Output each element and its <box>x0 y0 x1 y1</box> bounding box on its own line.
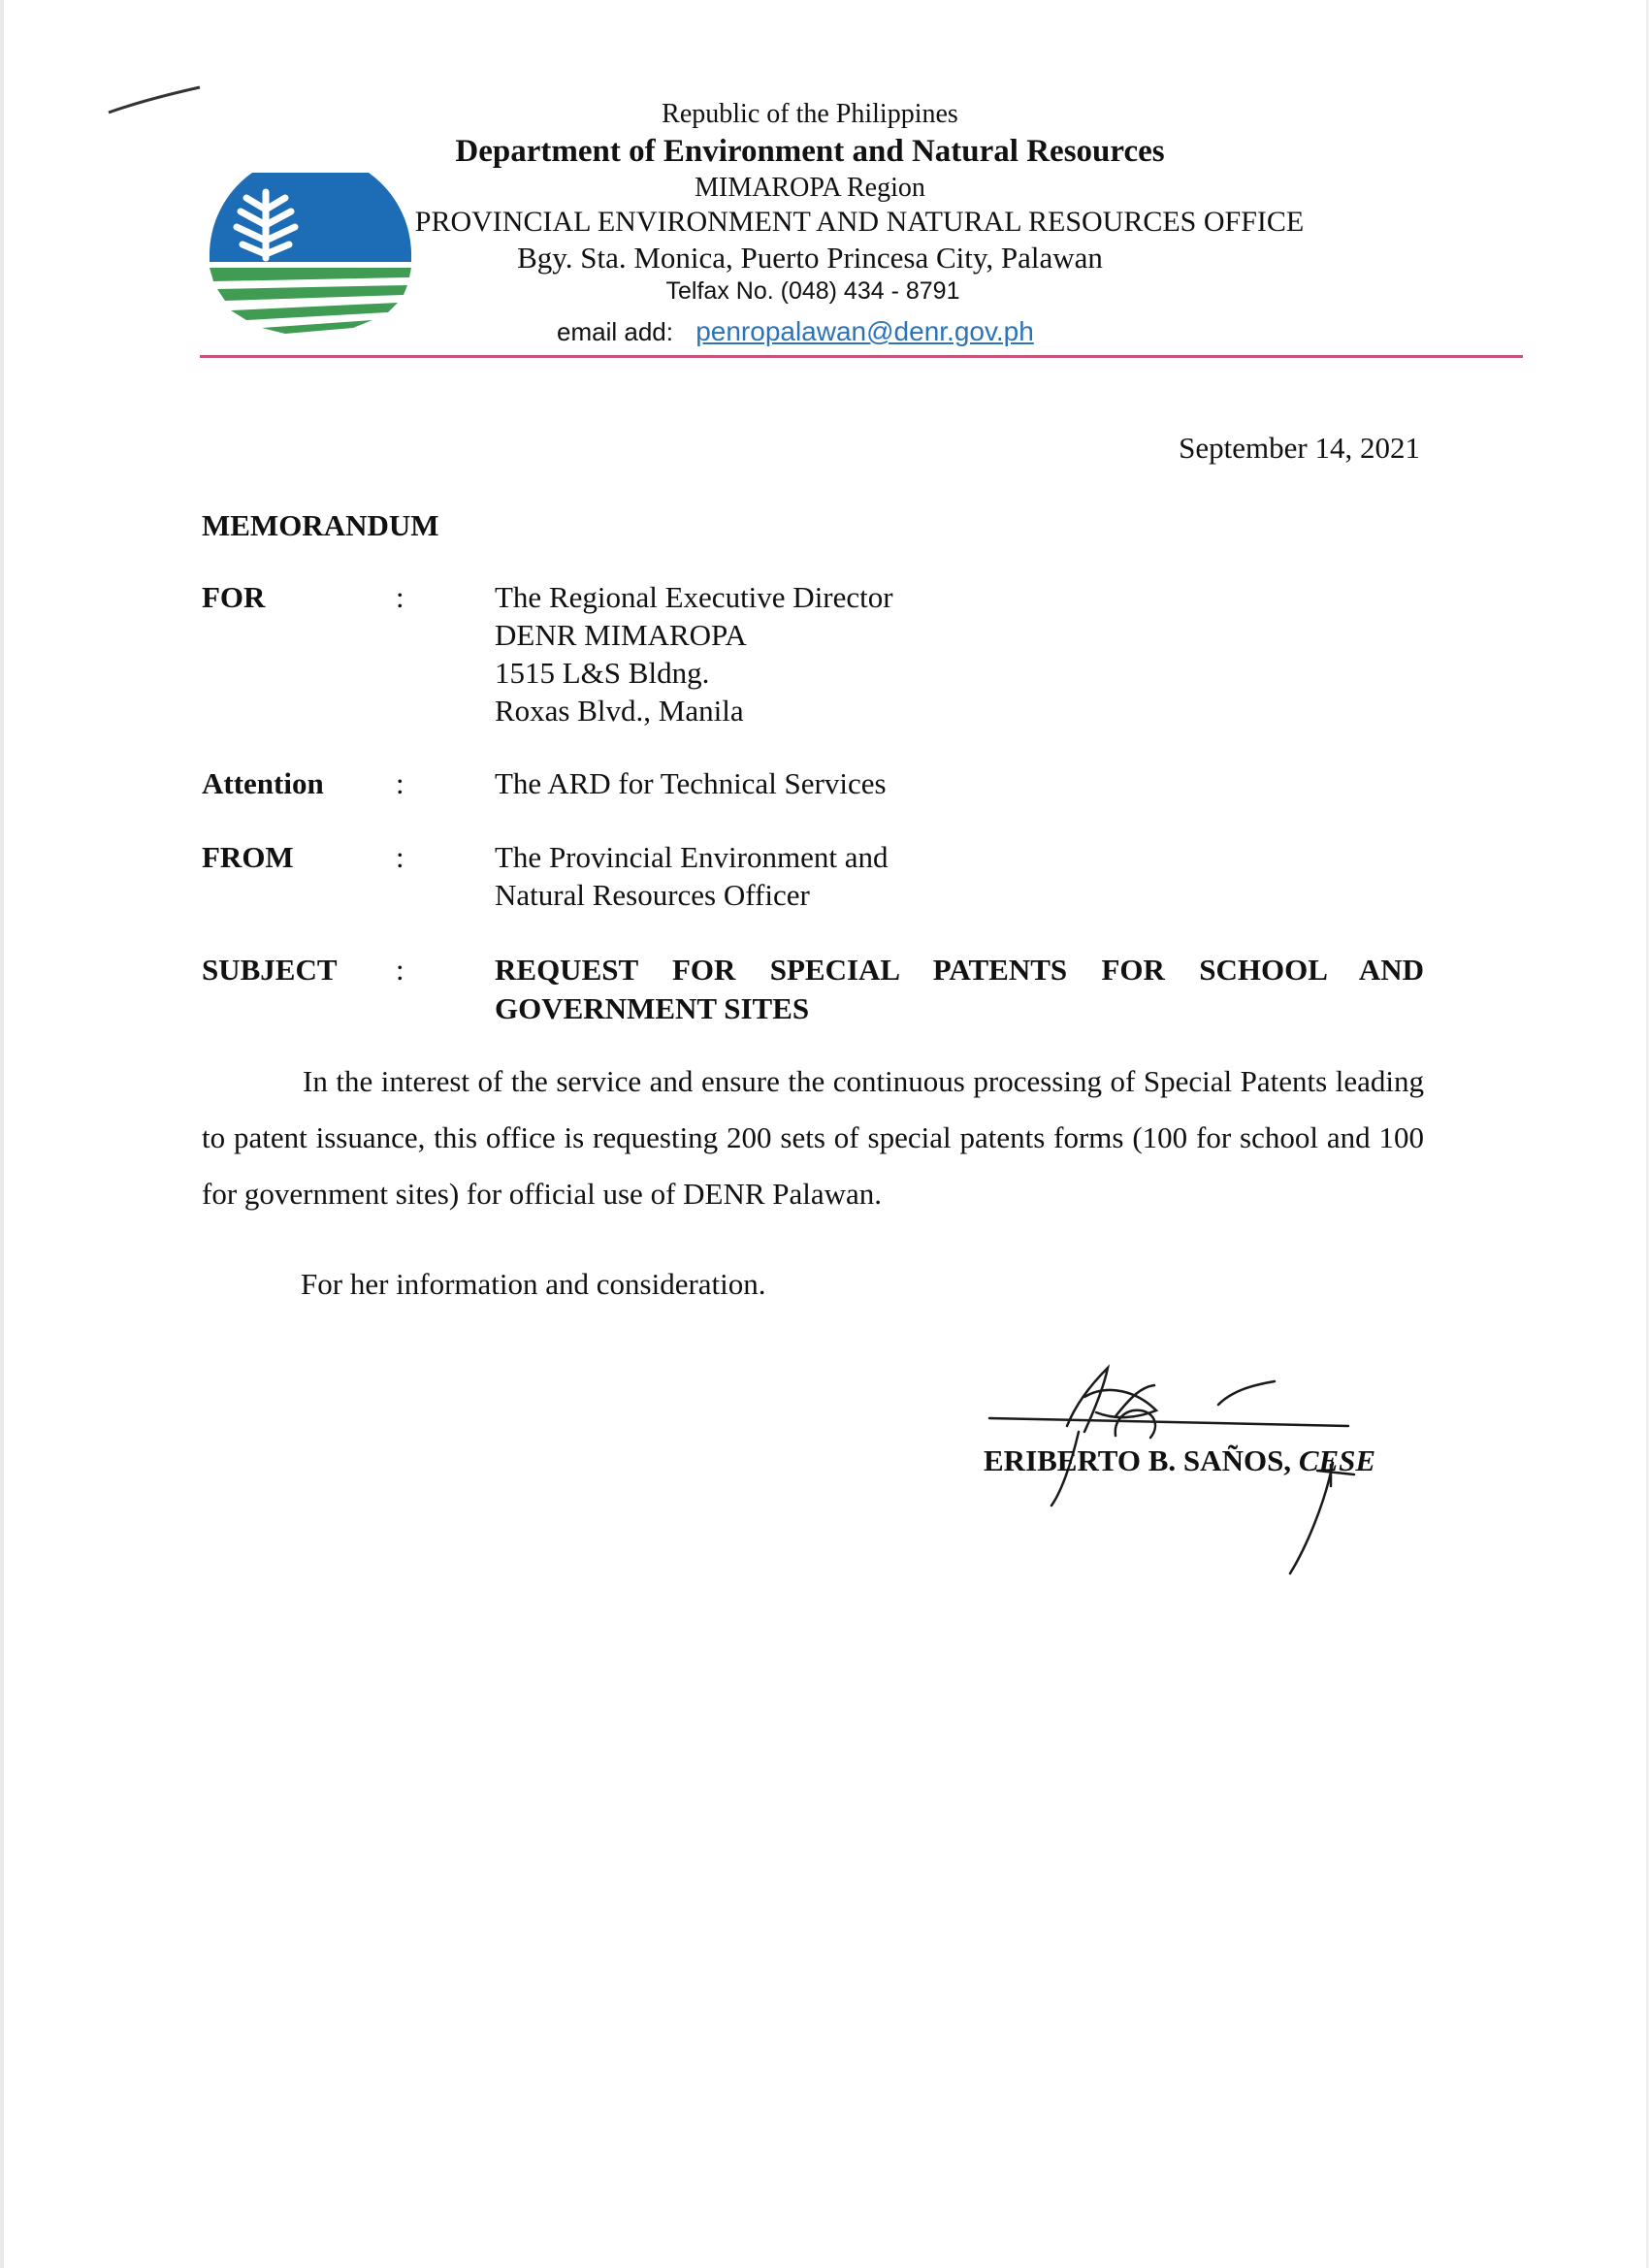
attention-label: Attention <box>202 766 324 800</box>
subject-label: SUBJECT <box>202 953 338 987</box>
office-name: PROVINCIAL ENVIRONMENT AND NATURAL RESOURCES OFFICE <box>414 206 1305 238</box>
memo-date: September 14, 2021 <box>1179 431 1420 465</box>
for-line: The Regional Executive Director <box>495 580 893 614</box>
signatory-full-name: ERIBERTO B. SAÑOS, <box>984 1443 1292 1477</box>
scan-edge-left <box>0 0 4 2268</box>
email-row <box>557 316 1034 347</box>
subject-colon: : <box>396 953 404 987</box>
letterhead-divider <box>200 355 1523 358</box>
department-name: Department of Environment and Natural Resources <box>455 134 1165 169</box>
republic-line: Republic of the Philippines <box>662 99 958 129</box>
attention-line: The ARD for Technical Services <box>495 766 887 800</box>
memo-title: MEMORANDUM <box>202 508 439 542</box>
for-line: Roxas Blvd., Manila <box>495 694 744 728</box>
telfax-line: Telfax No. (048) 434 - 8791 <box>665 277 960 305</box>
from-colon: : <box>396 840 404 874</box>
from-label: FROM <box>202 840 294 874</box>
signatory-name <box>984 1443 1375 1478</box>
attention-value <box>495 764 887 802</box>
closing-line: For her information and consideration. <box>301 1267 766 1301</box>
email-label: email add: <box>557 317 673 346</box>
attention-colon: : <box>396 766 404 800</box>
from-line: The Provincial Environment and <box>495 840 889 874</box>
from-value <box>495 838 888 914</box>
for-line: 1515 L&S Bldng. <box>495 656 710 690</box>
for-value <box>495 578 893 729</box>
for-label: FOR <box>202 580 266 614</box>
email-link[interactable]: penropalawan@denr.gov.ph <box>695 316 1034 346</box>
subject-value: REQUEST FOR SPECIAL PATENTS FOR SCHOOL AND GOVERNMENT SITES <box>495 953 1424 1025</box>
office-address: Bgy. Sta. Monica, Puerto Princesa City, Palawan <box>517 241 1103 275</box>
region-line: MIMAROPA Region <box>695 173 925 203</box>
body-paragraph: In the interest of the service and ensure the continuous processing of Special Patents leading to patent issuance, this office is requesting 200 sets of special patents forms (100 for school and 100 for government sites) for official use of DENR Palawan. <box>202 1064 1424 1211</box>
from-line: Natural Resources Officer <box>495 878 810 912</box>
for-line: DENR MIMAROPA <box>495 618 747 652</box>
signatory-title: CESE <box>1298 1443 1376 1477</box>
for-colon: : <box>396 580 404 614</box>
